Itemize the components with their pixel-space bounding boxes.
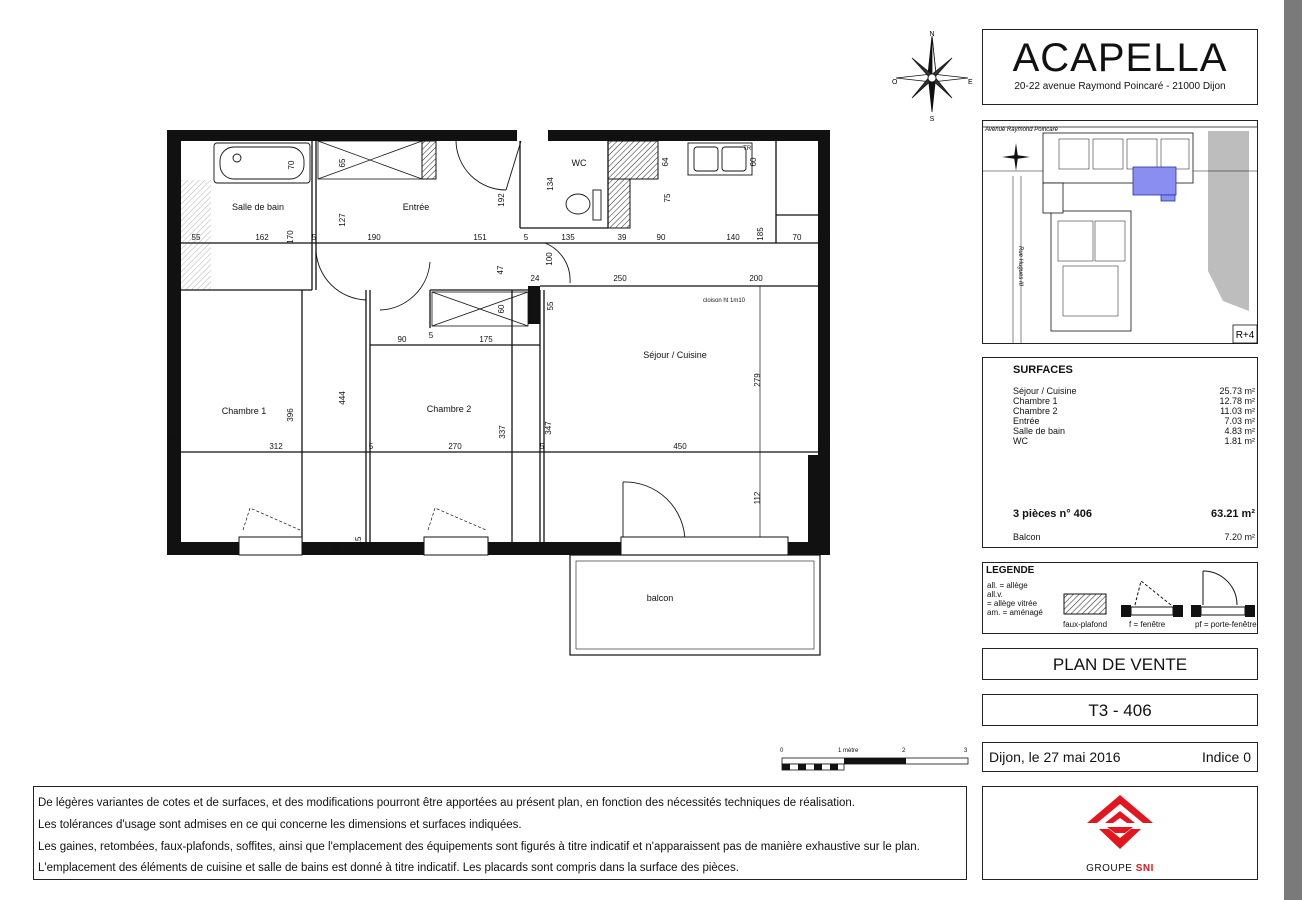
plan-type: PLAN DE VENTE xyxy=(1052,655,1188,674)
surfaces-title: SURFACES xyxy=(1013,364,1073,376)
svg-text:250: 250 xyxy=(613,274,627,283)
room-label-sdb: Salle de bain xyxy=(231,202,285,212)
note-line: De légères variantes de cotes et de surfaces, et des modifications pourront être apportées au présent plan, en fonction des nécessités techniques de réalisation. xyxy=(38,797,855,809)
date-text: Dijon, le 27 mai 2016 xyxy=(989,749,1121,765)
scale-bar: 0 1 mètre 2 3 xyxy=(778,748,970,774)
svg-text:47: 47 xyxy=(496,265,505,275)
cloison-note: cloison ht 1m10 xyxy=(702,298,746,304)
svg-text:151: 151 xyxy=(473,233,487,242)
logo-box xyxy=(982,786,1258,880)
room-label-ch2: Chambre 2 xyxy=(426,404,472,414)
disclaimer-notes xyxy=(33,786,967,880)
svg-text:134: 134 xyxy=(546,177,555,191)
svg-text:5: 5 xyxy=(539,442,545,451)
compass-e: E xyxy=(968,79,973,86)
svg-text:65: 65 xyxy=(338,158,347,168)
compass-o: O xyxy=(892,79,898,86)
surfaces-table xyxy=(982,357,1258,548)
svg-text:396: 396 xyxy=(286,408,295,422)
surface-row: Salle de bain 4.83 m² xyxy=(1013,426,1255,436)
svg-text:5: 5 xyxy=(428,331,434,340)
svg-text:270: 270 xyxy=(448,442,462,451)
svg-text:170: 170 xyxy=(286,230,295,244)
groupe-sni-logo-icon xyxy=(1085,793,1155,853)
svg-text:39: 39 xyxy=(617,233,627,242)
compass-s: S xyxy=(929,116,935,123)
date-box xyxy=(982,742,1258,772)
svg-text:162: 162 xyxy=(255,233,269,242)
svg-text:60: 60 xyxy=(497,304,506,314)
svg-text:135: 135 xyxy=(561,233,575,242)
legend xyxy=(982,562,1258,634)
balcony-outline xyxy=(570,555,820,655)
svg-text:90: 90 xyxy=(656,233,666,242)
surface-row: Chambre 2 11.03 m² xyxy=(1013,406,1255,416)
svg-text:70: 70 xyxy=(792,233,802,242)
room-label-balcon: balcon xyxy=(646,593,674,603)
svg-text:60: 60 xyxy=(749,157,758,167)
floor-plan xyxy=(150,115,840,665)
svg-text:5: 5 xyxy=(523,233,529,242)
legend-title: LEGENDE xyxy=(986,565,1035,576)
svg-text:55: 55 xyxy=(546,301,555,311)
svg-text:127: 127 xyxy=(338,213,347,227)
site-plan xyxy=(982,120,1258,344)
porte-fenetre-symbol-icon xyxy=(1191,567,1255,619)
toilet xyxy=(566,190,601,220)
surface-row: WC 1.81 m² xyxy=(1013,436,1255,446)
apartment-highlight xyxy=(1133,167,1176,195)
title-block xyxy=(982,29,1258,105)
svg-text:18: 18 xyxy=(819,231,829,240)
svg-text:347: 347 xyxy=(544,421,553,435)
project-name: ACAPELLA xyxy=(1012,36,1228,80)
svg-text:100: 100 xyxy=(545,252,554,266)
plan-type-box xyxy=(982,648,1258,680)
level-label: R+4 xyxy=(1235,330,1255,341)
svg-text:55: 55 xyxy=(191,233,201,242)
room-label-ch1: Chambre 1 xyxy=(221,406,267,416)
street-side-label: Rue Hugues III xyxy=(1017,246,1023,287)
svg-text:5: 5 xyxy=(311,233,317,242)
svg-text:337: 337 xyxy=(498,425,507,439)
svg-text:16: 16 xyxy=(333,544,342,554)
lot-number: T3 - 406 xyxy=(1088,701,1152,720)
svg-text:75: 75 xyxy=(663,193,672,203)
logo-text: GROUPE SNI xyxy=(1086,863,1154,874)
faux-plafond-swatch xyxy=(1063,593,1107,615)
indice: Indice 0 xyxy=(1201,749,1251,765)
room-label-entree: Entrée xyxy=(402,202,430,212)
dimension-values xyxy=(170,227,829,451)
fenetre-symbol-icon xyxy=(1121,577,1183,619)
svg-text:200: 200 xyxy=(749,274,763,283)
svg-text:70: 70 xyxy=(287,160,296,170)
compass-rose-icon xyxy=(892,26,972,122)
svg-text:190: 190 xyxy=(367,233,381,242)
svg-text:192: 192 xyxy=(497,193,506,207)
svg-text:15: 15 xyxy=(354,536,363,546)
svg-text:112: 112 xyxy=(753,491,762,505)
svg-text:18: 18 xyxy=(169,437,179,446)
legend-abbreviations: all. = allège all.v. = allège vitrée am. = aménagé xyxy=(987,581,1043,617)
project-address: 20-22 avenue Raymond Poincaré - 21000 Dijon xyxy=(1014,81,1226,92)
note-line: L'emplacement des éléments de cuisine et salle de bains est donné à titre indicatif. Les placards sont compris dans la surface des pièces. xyxy=(38,862,739,874)
legend-fenetre: f = fenêtre xyxy=(1129,620,1166,629)
svg-text:64: 64 xyxy=(661,157,670,167)
window-scrollbar[interactable] xyxy=(1284,0,1302,900)
svg-text:312: 312 xyxy=(269,442,283,451)
surface-total: 3 pièces n° 406 63.21 m² xyxy=(1013,508,1255,520)
legend-porte-fenetre: pf = porte-fenêtre xyxy=(1195,620,1257,629)
svg-text:TRI: TRI xyxy=(743,146,753,152)
compass-n: N xyxy=(929,31,935,38)
surface-row: Chambre 1 12.78 m² xyxy=(1013,396,1255,406)
svg-text:90: 90 xyxy=(397,335,407,344)
room-label-wc: WC xyxy=(571,158,587,168)
surface-row: Entrée 7.03 m² xyxy=(1013,416,1255,426)
svg-text:450: 450 xyxy=(673,442,687,451)
site-plan-map xyxy=(983,121,1257,343)
svg-text:24: 24 xyxy=(530,274,540,283)
svg-text:185: 185 xyxy=(756,227,765,241)
surface-row: Séjour / Cuisine 25.73 m² xyxy=(1013,386,1255,396)
svg-text:175: 175 xyxy=(479,335,493,344)
street-top-label: Avenue Raymond Poincaré xyxy=(985,127,1058,133)
svg-text:444: 444 xyxy=(338,391,347,405)
svg-text:279: 279 xyxy=(753,373,762,387)
legend-faux-plafond: faux-plafond xyxy=(1063,620,1108,629)
svg-text:140: 140 xyxy=(726,233,740,242)
dimension-lines xyxy=(181,243,818,542)
lot-box xyxy=(982,694,1258,726)
svg-text:5: 5 xyxy=(368,442,374,451)
svg-text:18: 18 xyxy=(819,437,829,446)
room-label-sejour: Séjour / Cuisine xyxy=(643,350,707,360)
note-line: Les gaines, retombées, faux-plafonds, soffites, ainsi que l'emplacement des équipements sont figurés à titre indicatif et n'apparaissent pas de manière exhaustive sur le plan. xyxy=(38,841,920,853)
note-line: Les tolérances d'usage sont admises en ce qui concerne les dimensions et surfaces indiquées. xyxy=(38,819,522,831)
surface-balcon: Balcon 7.20 m² xyxy=(1013,532,1255,542)
